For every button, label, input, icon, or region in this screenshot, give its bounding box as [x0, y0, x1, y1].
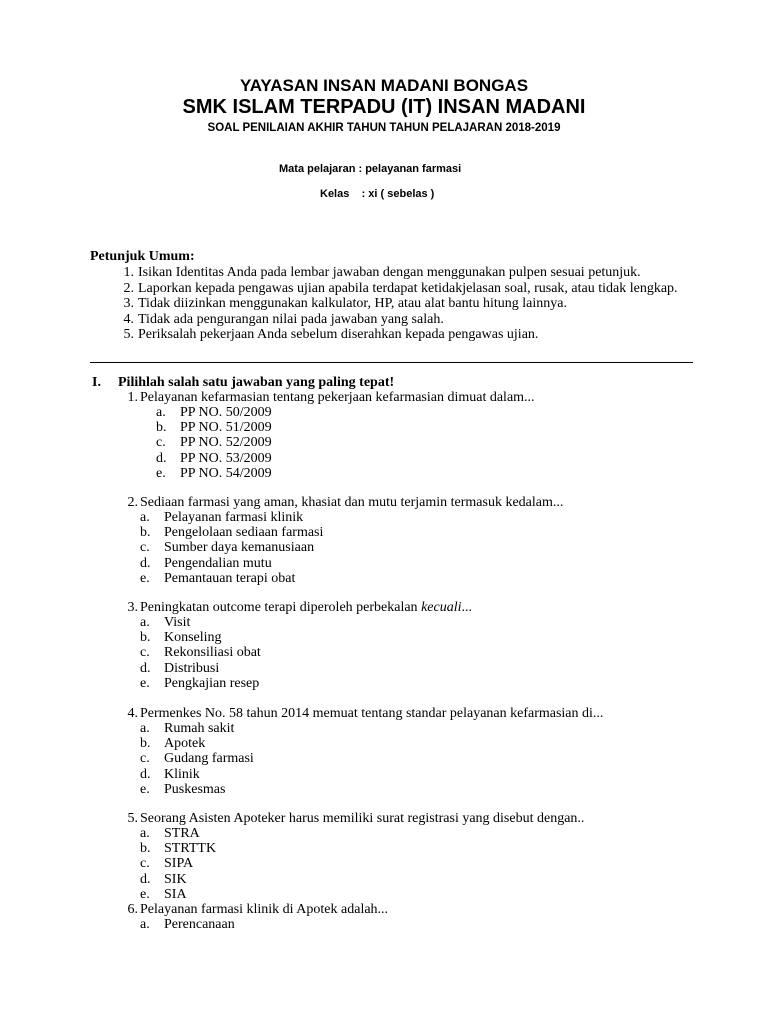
instruction-number: 3.	[123, 296, 134, 311]
option-text: Pengelolaan sediaan farmasi	[164, 525, 324, 541]
question-text: Seorang Asisten Apoteker harus memiliki surat registrasi yang disebut dengan..	[140, 811, 585, 826]
question-number: 6.	[127, 902, 138, 917]
question-number: 5.	[127, 811, 138, 826]
option-text: PP NO. 51/2009	[180, 420, 272, 436]
instruction-text: Laporkan kepada pengawas ujian apabila terdapat ketidakjelasan soal, rusak, atau tidak lengkap.	[138, 280, 678, 296]
option-text: Pemantauan terapi obat	[164, 570, 296, 586]
option-letter: b.	[140, 525, 151, 541]
question-text: Sediaan farmasi yang aman, khasiat dan mutu terjamin termasuk kedalam...	[140, 495, 564, 510]
option-letter: a.	[140, 721, 150, 736]
option-letter: d.	[156, 450, 167, 466]
option-letter: d.	[140, 660, 151, 676]
question-number: 1.	[127, 390, 138, 405]
option-text: Klinik	[164, 766, 200, 782]
instruction-text: Isikan Identitas Anda pada lembar jawaban dengan menggunakan pulpen sesuai petunjuk.	[138, 265, 641, 280]
question-number: 2.	[127, 495, 138, 510]
option-letter: c.	[140, 540, 150, 556]
section-divider	[90, 362, 693, 363]
option-letter: e.	[140, 781, 150, 797]
instructions-list	[112, 265, 678, 343]
instruction-item	[112, 327, 678, 343]
option-text: PP NO. 54/2009	[180, 465, 272, 481]
subject-line: Mata pelajaran : pelayanan farmasi	[279, 163, 462, 175]
option-letter: b.	[140, 841, 151, 857]
instruction-item	[112, 312, 678, 328]
option-text: Gudang farmasi	[164, 751, 254, 767]
option-text: Distribusi	[164, 660, 220, 676]
option-letter: a.	[140, 510, 150, 525]
option-letter: a.	[156, 405, 166, 420]
option-text: STRA	[164, 826, 200, 841]
option-letter: c.	[140, 751, 150, 767]
option-text: Konseling	[164, 630, 222, 646]
instruction-item	[112, 265, 678, 281]
option-text: Pengendalian mutu	[164, 555, 272, 571]
instruction-number: 2.	[123, 280, 134, 296]
question-text-end: ...	[461, 600, 472, 615]
question-text-main: Peningkatan outcome terapi diperoleh perbekalan	[140, 600, 422, 615]
option-text: SIA	[164, 886, 187, 902]
question-text: Pelayanan kefarmasian tentang pekerjaan kefarmasian dimuat dalam...	[140, 390, 535, 405]
option-letter: c.	[140, 645, 150, 661]
option-text: Visit	[164, 615, 191, 630]
option-letter: b.	[140, 736, 151, 752]
instruction-text: Periksalah pekerjaan Anda sebelum diserahkan kepada pengawas ujian.	[138, 327, 539, 342]
option-text: Apotek	[164, 736, 206, 752]
option-letter: d.	[140, 871, 151, 887]
option-text: PP NO. 52/2009	[180, 435, 272, 451]
option-text: STRTTK	[164, 841, 217, 857]
option-text: Rekonsiliasi obat	[164, 645, 261, 661]
option-letter: a.	[140, 826, 150, 841]
option-letter: e.	[156, 465, 166, 481]
option-text: Pelayanan farmasi klinik	[164, 510, 304, 525]
section-title: Pilihlah salah satu jawaban yang paling tepat!	[118, 375, 395, 390]
instruction-number: 4.	[123, 311, 134, 327]
instruction-number: 1.	[123, 265, 134, 280]
option-letter: e.	[140, 570, 150, 586]
option-letter: a.	[140, 615, 150, 630]
exam-title: SOAL PENILAIAN AKHIR TAHUN TAHUN PELAJARAN 2018-2019	[207, 122, 561, 134]
option-text: Sumber daya kemanusiaan	[164, 540, 315, 556]
instructions-title: Petunjuk Umum:	[90, 249, 195, 264]
option-text: SIK	[164, 871, 187, 887]
option-text: PP NO. 53/2009	[180, 450, 272, 466]
option-letter: b.	[140, 630, 151, 646]
option-letter: a.	[140, 917, 150, 932]
instruction-number: 5.	[123, 327, 134, 342]
foundation-name: YAYASAN INSAN MADANI BONGAS	[239, 76, 529, 95]
option-text: PP NO. 50/2009	[180, 405, 272, 420]
question-text: Pelayanan farmasi klinik di Apotek adalah...	[140, 902, 389, 917]
option-text: Puskesmas	[164, 781, 226, 797]
option-text: Pengkajian resep	[164, 675, 260, 691]
instruction-item	[112, 296, 678, 312]
question-text	[140, 600, 472, 616]
option-text: Rumah sakit	[164, 721, 235, 736]
option-letter: b.	[156, 420, 167, 436]
option-text: SIPA	[164, 856, 194, 872]
option-letter: e.	[140, 886, 150, 902]
option-letter: d.	[140, 766, 151, 782]
question-number: 3.	[127, 600, 138, 615]
question-number: 4.	[127, 706, 138, 721]
question-text: Permenkes No. 58 tahun 2014 memuat tentang standar pelayanan kefarmasian di...	[140, 706, 604, 721]
option-text: Perencanaan	[164, 917, 235, 932]
instruction-text: Tidak ada pengurangan nilai pada jawaban yang salah.	[138, 311, 444, 327]
instruction-text: Tidak diizinkan menggunakan kalkulator, HP, atau alat bantu hitung lainnya.	[138, 296, 567, 311]
question-text-emphasis: kecuali	[421, 600, 462, 615]
option-letter: c.	[140, 856, 150, 872]
option-letter: d.	[140, 555, 151, 571]
instruction-item	[112, 281, 678, 297]
option-letter: c.	[156, 435, 166, 451]
section-number: I.	[92, 375, 101, 390]
class-line: Kelas : xi ( sebelas )	[320, 188, 435, 200]
option-letter: e.	[140, 675, 150, 691]
school-name: SMK ISLAM TERPADU (IT) INSAN MADANI	[182, 96, 586, 118]
